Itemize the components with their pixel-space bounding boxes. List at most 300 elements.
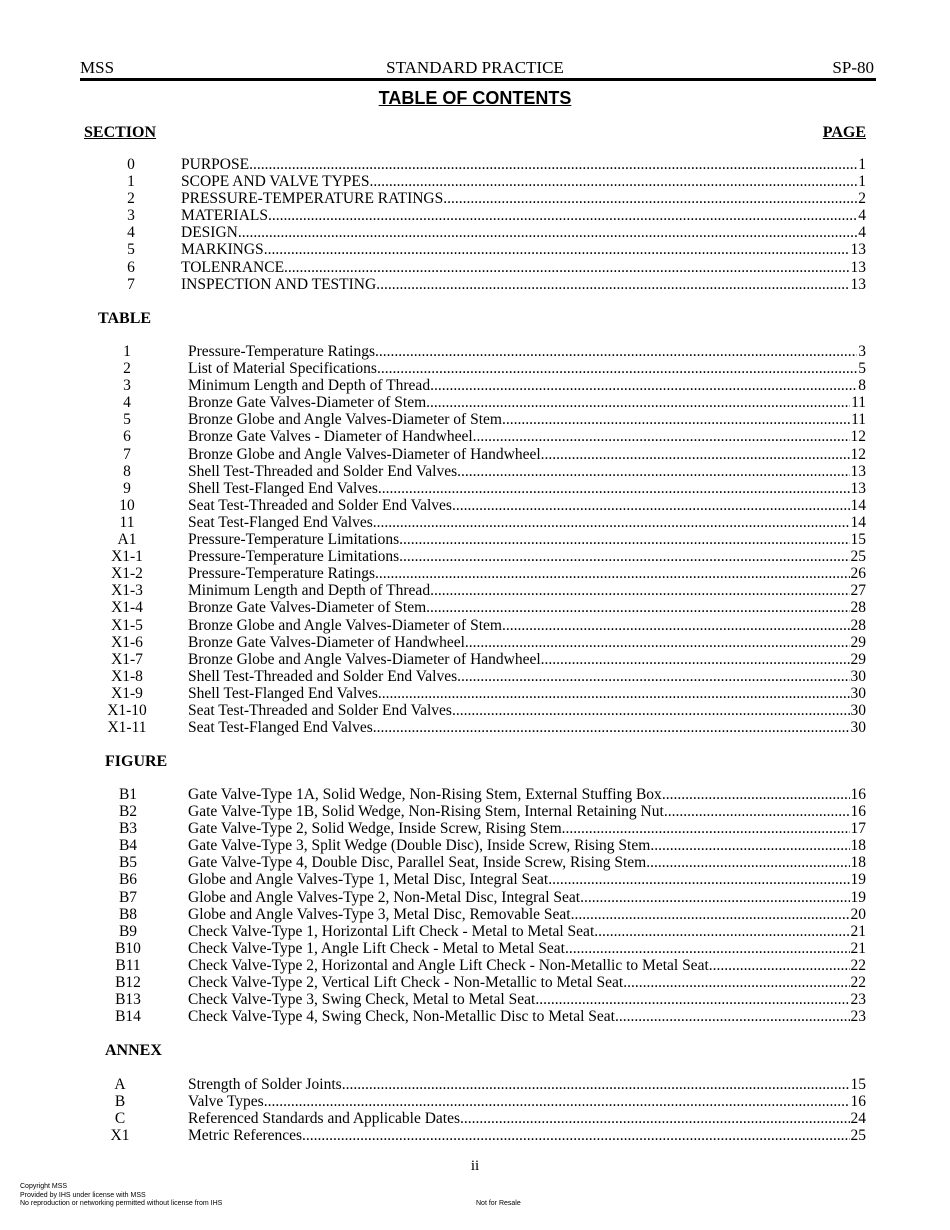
copyright-footer bbox=[20, 1183, 222, 1209]
entry-line bbox=[181, 207, 866, 224]
entry-number: B5 bbox=[118, 854, 138, 872]
entry-number: 4 bbox=[127, 224, 135, 242]
entry-title: Bronze Gate Valves-Diameter of Stem bbox=[188, 394, 427, 412]
entry-title: Check Valve-Type 2, Horizontal and Angle Lift Check - Non-Metallic to Metal Seat bbox=[188, 956, 709, 974]
dot-leader bbox=[452, 497, 850, 514]
entry-line bbox=[188, 548, 866, 565]
entry-page: 29 bbox=[850, 633, 866, 651]
entry-number: B4 bbox=[118, 837, 138, 855]
entry-page: 18 bbox=[850, 854, 866, 872]
annex-list bbox=[0, 1076, 950, 1144]
entry-title: Check Valve-Type 3, Swing Check, Metal to Metal Seat bbox=[188, 991, 536, 1009]
dot-leader bbox=[502, 411, 850, 428]
entry-line bbox=[188, 343, 866, 360]
toc-entry bbox=[0, 241, 950, 258]
entry-title: PURPOSE bbox=[181, 156, 250, 173]
entry-page: 20 bbox=[850, 905, 866, 923]
entry-number: B9 bbox=[118, 922, 138, 940]
entry-title: SCOPE AND VALVE TYPES bbox=[181, 173, 370, 191]
entry-title: Check Valve-Type 1, Horizontal Lift Check - Metal to Metal Seat bbox=[188, 922, 595, 940]
toc-entry bbox=[0, 1127, 950, 1144]
entry-number: B2 bbox=[118, 803, 138, 821]
entry-title: Gate Valve-Type 1A, Solid Wedge, Non-Rising Stem, External Stuffing Box bbox=[188, 786, 662, 803]
toc-entry bbox=[0, 377, 950, 394]
toc-entry bbox=[0, 685, 950, 702]
dot-leader bbox=[541, 446, 850, 463]
entry-number: X1-8 bbox=[111, 667, 143, 685]
entry-title: Shell Test-Threaded and Solder End Valves bbox=[188, 667, 458, 685]
toc-entry bbox=[0, 974, 950, 991]
entry-number: X1-2 bbox=[111, 565, 143, 583]
entry-line bbox=[188, 889, 866, 906]
annex-group-label: ANNEX bbox=[105, 1042, 162, 1059]
entry-line bbox=[188, 514, 866, 531]
entry-number: X1-4 bbox=[111, 599, 143, 617]
toc-entry bbox=[0, 565, 950, 582]
entry-line bbox=[188, 906, 866, 923]
toc-entry bbox=[0, 1093, 950, 1110]
entry-title: Minimum Length and Depth of Thread bbox=[188, 582, 431, 600]
dot-leader bbox=[646, 854, 849, 871]
entry-page: 13 bbox=[850, 479, 866, 497]
entry-number: B12 bbox=[115, 974, 141, 992]
entry-title: Seat Test-Threaded and Solder End Valves bbox=[188, 701, 452, 719]
entry-number: 8 bbox=[123, 462, 131, 480]
header-org: MSS bbox=[80, 58, 115, 77]
entry-line bbox=[188, 820, 866, 837]
entry-line bbox=[181, 224, 866, 241]
entry-title: Referenced Standards and Applicable Dates bbox=[188, 1110, 461, 1128]
entry-line bbox=[188, 702, 866, 719]
entry-title: Check Valve-Type 2, Vertical Lift Check - Non-Metallic to Metal Seat bbox=[188, 974, 624, 992]
entry-title: Bronze Gate Valves-Diameter of Handwheel bbox=[188, 633, 465, 651]
entry-page: 1 bbox=[858, 156, 866, 173]
entry-line bbox=[188, 685, 866, 702]
entry-page: 5 bbox=[858, 360, 866, 378]
toc-entry bbox=[0, 702, 950, 719]
entry-line bbox=[188, 719, 866, 736]
entry-line bbox=[188, 1110, 866, 1127]
entry-title: Check Valve-Type 1, Angle Lift Check - Metal to Metal Seat bbox=[188, 939, 565, 957]
page-column-header: PAGE bbox=[822, 124, 866, 141]
dot-leader bbox=[457, 463, 849, 480]
page-title: TABLE OF CONTENTS bbox=[378, 88, 572, 108]
entry-line bbox=[188, 411, 866, 428]
entry-line bbox=[188, 1008, 866, 1025]
entry-page: 30 bbox=[850, 701, 866, 719]
entry-number: X1-3 bbox=[111, 582, 143, 600]
entry-title: PRESSURE-TEMPERATURE RATINGS bbox=[181, 190, 444, 208]
toc-entry bbox=[0, 207, 950, 224]
entry-number: 5 bbox=[127, 241, 135, 259]
section-column-header: SECTION bbox=[84, 124, 157, 141]
dot-leader bbox=[342, 1076, 850, 1093]
dot-leader bbox=[460, 1110, 849, 1127]
toc-entry bbox=[0, 854, 950, 871]
entry-title: Gate Valve-Type 1B, Solid Wedge, Non-Rising Stem, Internal Retaining Nut bbox=[188, 803, 664, 821]
dot-leader bbox=[664, 803, 850, 820]
entry-page: 15 bbox=[850, 531, 866, 549]
entry-title: Bronze Gate Valves-Diameter of Stem bbox=[188, 599, 427, 617]
dot-leader bbox=[502, 617, 850, 634]
entry-number: 3 bbox=[127, 207, 135, 225]
dot-leader bbox=[571, 906, 850, 923]
dot-leader bbox=[284, 259, 849, 276]
entry-line bbox=[188, 497, 866, 514]
entry-title: Gate Valve-Type 2, Solid Wedge, Inside Screw, Rising Stem bbox=[188, 820, 562, 838]
toc-entry bbox=[0, 394, 950, 411]
dot-leader bbox=[473, 428, 850, 445]
entry-page: 17 bbox=[850, 820, 866, 838]
entry-title: Check Valve-Type 4, Swing Check, Non-Metallic Disc to Metal Seat bbox=[188, 1008, 615, 1026]
toc-entry bbox=[0, 906, 950, 923]
entry-title: INSPECTION AND TESTING bbox=[181, 275, 377, 293]
entry-page: 28 bbox=[850, 599, 866, 617]
toc-entry bbox=[0, 599, 950, 616]
entry-number: X1-5 bbox=[111, 616, 143, 634]
entry-page: 13 bbox=[850, 258, 866, 276]
entry-page: 15 bbox=[850, 1076, 866, 1093]
entry-title: Bronze Globe and Angle Valves-Diameter of Handwheel bbox=[188, 445, 541, 463]
entry-line bbox=[188, 360, 866, 377]
entry-title: Minimum Length and Depth of Thread bbox=[188, 377, 431, 395]
entry-title: Metric References bbox=[188, 1127, 303, 1145]
entry-title: Pressure-Temperature Limitations bbox=[188, 531, 400, 549]
entry-line bbox=[188, 991, 866, 1008]
entry-page: 21 bbox=[850, 922, 866, 940]
entry-line bbox=[188, 974, 866, 991]
dot-leader bbox=[238, 224, 857, 241]
dot-leader bbox=[594, 923, 849, 940]
dot-leader bbox=[264, 1093, 850, 1110]
header-title: STANDARD PRACTICE bbox=[386, 58, 564, 77]
entry-number: 5 bbox=[123, 411, 131, 429]
dot-leader bbox=[650, 837, 849, 854]
entry-page: 3 bbox=[858, 343, 866, 360]
dot-leader bbox=[375, 565, 849, 582]
header-rule bbox=[80, 78, 876, 81]
entry-title: DESIGN bbox=[181, 224, 238, 242]
entry-number: B11 bbox=[115, 956, 141, 974]
entry-page: 8 bbox=[858, 377, 866, 395]
entry-title: Pressure-Temperature Limitations bbox=[188, 548, 400, 566]
entry-number: A1 bbox=[117, 531, 137, 549]
dot-leader bbox=[623, 974, 849, 991]
toc-entry bbox=[0, 276, 950, 293]
entry-number: A bbox=[114, 1076, 126, 1093]
entry-number: 3 bbox=[123, 377, 131, 395]
entry-page: 22 bbox=[850, 956, 866, 974]
entry-number: B bbox=[114, 1093, 126, 1111]
dot-leader bbox=[565, 940, 850, 957]
entry-number: B6 bbox=[118, 871, 138, 889]
toc-entry bbox=[0, 446, 950, 463]
entry-line bbox=[188, 565, 866, 582]
toc-entry bbox=[0, 190, 950, 207]
section-list bbox=[0, 156, 950, 293]
dot-leader bbox=[399, 531, 849, 548]
dot-leader bbox=[378, 480, 850, 497]
toc-entry bbox=[0, 871, 950, 888]
entry-number: B7 bbox=[118, 888, 138, 906]
entry-title: Bronze Globe and Angle Valves-Diameter of Stem bbox=[188, 411, 502, 429]
entry-title: Bronze Gate Valves - Diameter of Handwheel bbox=[188, 428, 473, 446]
entry-number: 1 bbox=[127, 173, 135, 191]
entry-title: Bronze Globe and Angle Valves-Diameter of Handwheel bbox=[188, 650, 541, 668]
dot-leader bbox=[430, 377, 857, 394]
entry-number: B8 bbox=[118, 905, 138, 923]
toc-entry bbox=[0, 548, 950, 565]
entry-page: 14 bbox=[850, 496, 866, 514]
toc-entry bbox=[0, 786, 950, 803]
entry-line bbox=[188, 377, 866, 394]
dot-leader bbox=[377, 360, 857, 377]
dot-leader bbox=[662, 786, 850, 803]
entry-number: B13 bbox=[115, 991, 141, 1009]
entry-line bbox=[188, 854, 866, 871]
entry-title: Globe and Angle Valves-Type 2, Non-Metal Disc, Integral Seat bbox=[188, 888, 581, 906]
entry-number: 6 bbox=[123, 428, 131, 446]
footer-no-reproduction: No reproduction or networking permitted without license from IHS bbox=[20, 1200, 223, 1207]
dot-leader bbox=[562, 820, 850, 837]
entry-line bbox=[188, 599, 866, 616]
dot-leader bbox=[457, 668, 849, 685]
entry-number: 9 bbox=[123, 479, 131, 497]
dot-leader bbox=[452, 702, 850, 719]
entry-page: 13 bbox=[850, 462, 866, 480]
toc-entry bbox=[0, 617, 950, 634]
entry-number: 7 bbox=[123, 445, 131, 463]
entry-page: 22 bbox=[850, 974, 866, 992]
figure-list bbox=[0, 786, 950, 1025]
toc-entry bbox=[0, 173, 950, 190]
entry-number: 6 bbox=[127, 258, 135, 276]
dot-leader bbox=[302, 1127, 849, 1144]
entry-line bbox=[188, 803, 866, 820]
entry-line bbox=[188, 837, 866, 854]
toc-entry bbox=[0, 224, 950, 241]
entry-page: 19 bbox=[850, 871, 866, 889]
entry-line bbox=[188, 651, 866, 668]
toc-entry bbox=[0, 259, 950, 276]
toc-entry bbox=[0, 411, 950, 428]
toc-entry bbox=[0, 360, 950, 377]
entry-line bbox=[181, 173, 866, 190]
entry-line bbox=[188, 923, 866, 940]
entry-number: B1 bbox=[118, 786, 138, 803]
toc-entry bbox=[0, 889, 950, 906]
entry-number: X1 bbox=[110, 1127, 130, 1145]
dot-leader bbox=[541, 651, 850, 668]
entry-title: Shell Test-Flanged End Valves bbox=[188, 479, 378, 497]
entry-page: 27 bbox=[850, 582, 866, 600]
toc-entry bbox=[0, 514, 950, 531]
entry-line bbox=[188, 957, 866, 974]
toc-entry bbox=[0, 531, 950, 548]
toc-entry bbox=[0, 480, 950, 497]
dot-leader bbox=[709, 957, 850, 974]
entry-title: Valve Types bbox=[188, 1093, 264, 1111]
dot-leader bbox=[264, 241, 850, 258]
dot-leader bbox=[548, 871, 849, 888]
entry-title: Bronze Globe and Angle Valves-Diameter of Stem bbox=[188, 616, 502, 634]
entry-number: 1 bbox=[123, 343, 131, 360]
entry-title: Strength of Solder Joints bbox=[188, 1076, 342, 1093]
entry-line bbox=[188, 1127, 866, 1144]
entry-number: 4 bbox=[123, 394, 131, 412]
dot-leader bbox=[430, 582, 849, 599]
figure-group-label: FIGURE bbox=[105, 753, 168, 770]
toc-entry bbox=[0, 837, 950, 854]
dot-leader bbox=[370, 173, 858, 190]
footer-copyright: Copyright MSS bbox=[20, 1183, 68, 1190]
dot-leader bbox=[375, 343, 857, 360]
entry-number: 2 bbox=[127, 190, 135, 208]
toc-entry bbox=[0, 156, 950, 173]
entry-title: Seat Test-Flanged End Valves bbox=[188, 513, 373, 531]
entry-line bbox=[188, 394, 866, 411]
entry-title: Pressure-Temperature Ratings bbox=[188, 565, 376, 583]
dot-leader bbox=[465, 634, 850, 651]
entry-line bbox=[188, 531, 866, 548]
toc-entry bbox=[0, 923, 950, 940]
entry-number: C bbox=[114, 1110, 126, 1128]
toc-entry bbox=[0, 668, 950, 685]
entry-title: List of Material Specifications bbox=[188, 360, 377, 378]
dot-leader bbox=[399, 548, 849, 565]
entry-title: Pressure-Temperature Ratings bbox=[188, 343, 376, 360]
entry-number: B3 bbox=[118, 820, 138, 838]
entry-line bbox=[188, 871, 866, 888]
entry-line bbox=[188, 480, 866, 497]
entry-title: Seat Test-Flanged End Valves bbox=[188, 719, 373, 737]
entry-number: 2 bbox=[123, 360, 131, 378]
entry-number: X1-1 bbox=[111, 548, 143, 566]
entry-page: 23 bbox=[850, 1008, 866, 1026]
entry-line bbox=[188, 582, 866, 599]
entry-page: 4 bbox=[858, 207, 866, 225]
page-number: ii bbox=[470, 1158, 480, 1174]
toc-entry bbox=[0, 719, 950, 736]
toc-entry bbox=[0, 991, 950, 1008]
entry-page: 2 bbox=[858, 190, 866, 208]
toc-entry bbox=[0, 1110, 950, 1127]
entry-page: 30 bbox=[850, 667, 866, 685]
toc-entry bbox=[0, 497, 950, 514]
entry-number: 7 bbox=[127, 275, 135, 293]
entry-line bbox=[188, 1076, 866, 1093]
table-group-label: TABLE bbox=[98, 310, 152, 327]
toc-entry bbox=[0, 1008, 950, 1025]
dot-leader bbox=[268, 207, 857, 224]
entry-page: 4 bbox=[858, 224, 866, 242]
entry-number: 0 bbox=[127, 156, 135, 173]
entry-page: 19 bbox=[850, 888, 866, 906]
entry-page: 16 bbox=[850, 1093, 866, 1111]
dot-leader bbox=[535, 991, 849, 1008]
dot-leader bbox=[580, 889, 849, 906]
entry-page: 16 bbox=[850, 803, 866, 821]
entry-number: X1-11 bbox=[107, 719, 147, 737]
dot-leader bbox=[376, 276, 849, 293]
entry-line bbox=[188, 940, 866, 957]
entry-line bbox=[188, 617, 866, 634]
entry-title: Shell Test-Flanged End Valves bbox=[188, 684, 378, 702]
entry-line bbox=[188, 634, 866, 651]
entry-number: B10 bbox=[115, 939, 141, 957]
entry-number: X1-6 bbox=[111, 633, 143, 651]
toc-entry bbox=[0, 803, 950, 820]
entry-page: 1 bbox=[858, 173, 866, 191]
dot-leader bbox=[249, 156, 857, 173]
entry-page: 16 bbox=[850, 786, 866, 803]
entry-line bbox=[181, 276, 866, 293]
entry-number: B14 bbox=[115, 1008, 141, 1026]
toc-entry bbox=[0, 634, 950, 651]
entry-title: TOLENRANCE bbox=[181, 258, 285, 276]
entry-page: 14 bbox=[850, 513, 866, 531]
entry-line bbox=[181, 241, 866, 258]
toc-entry bbox=[0, 820, 950, 837]
toc-entry bbox=[0, 463, 950, 480]
toc-entry bbox=[0, 651, 950, 668]
entry-line bbox=[181, 190, 866, 207]
toc-entry bbox=[0, 428, 950, 445]
entry-page: 28 bbox=[850, 616, 866, 634]
entry-line bbox=[188, 786, 866, 803]
entry-title: Globe and Angle Valves-Type 3, Metal Disc, Removable Seat bbox=[188, 905, 571, 923]
entry-number: 10 bbox=[119, 496, 135, 514]
toc-entry bbox=[0, 940, 950, 957]
entry-line bbox=[188, 1093, 866, 1110]
entry-page: 11 bbox=[851, 411, 866, 429]
entry-number: X1-10 bbox=[107, 701, 147, 719]
toc-entry bbox=[0, 582, 950, 599]
dot-leader bbox=[426, 394, 850, 411]
entry-page: 13 bbox=[850, 241, 866, 259]
header-doc-number: SP-80 bbox=[832, 58, 874, 77]
entry-page: 11 bbox=[851, 394, 866, 412]
entry-line bbox=[181, 156, 866, 173]
entry-title: MARKINGS bbox=[181, 241, 264, 259]
entry-line bbox=[188, 668, 866, 685]
entry-title: Seat Test-Threaded and Solder End Valves bbox=[188, 496, 452, 514]
entry-page: 21 bbox=[850, 939, 866, 957]
toc-entry bbox=[0, 957, 950, 974]
dot-leader bbox=[615, 1008, 850, 1025]
entry-page: 23 bbox=[850, 991, 866, 1009]
entry-page: 29 bbox=[850, 650, 866, 668]
entry-title: Gate Valve-Type 3, Split Wedge (Double Disc), Inside Screw, Rising Stem bbox=[188, 837, 651, 855]
entry-page: 30 bbox=[850, 684, 866, 702]
dot-leader bbox=[426, 599, 849, 616]
entry-title: Globe and Angle Valves-Type 1, Metal Disc, Integral Seat bbox=[188, 871, 549, 889]
entry-page: 13 bbox=[850, 275, 866, 293]
dot-leader bbox=[443, 190, 857, 207]
dot-leader bbox=[373, 514, 850, 531]
table-list bbox=[0, 343, 950, 736]
entry-number: X1-7 bbox=[111, 650, 143, 668]
entry-line bbox=[188, 428, 866, 445]
entry-line bbox=[181, 259, 866, 276]
entry-page: 12 bbox=[850, 428, 866, 446]
entry-page: 25 bbox=[850, 548, 866, 566]
entry-page: 30 bbox=[850, 719, 866, 737]
entry-page: 25 bbox=[850, 1127, 866, 1145]
entry-line bbox=[188, 446, 866, 463]
toc-entry bbox=[0, 343, 950, 360]
toc-entry bbox=[0, 1076, 950, 1093]
